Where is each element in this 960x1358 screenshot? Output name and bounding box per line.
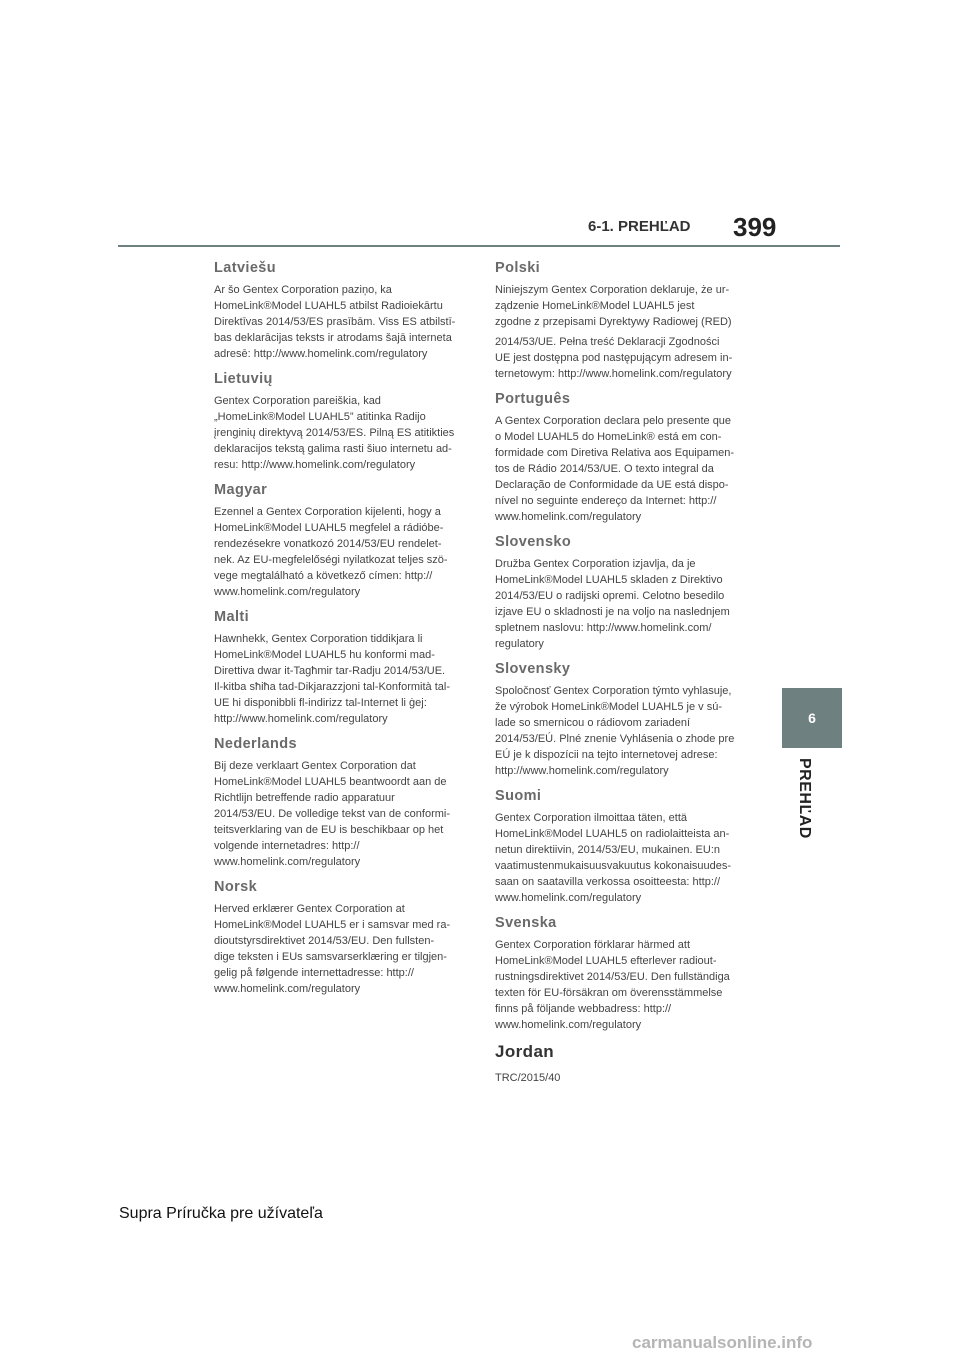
left-column [214,260,506,1006]
chapter-label: PREHĽAD [796,758,813,839]
language-section [495,1042,787,1086]
language-section [495,391,787,525]
section-text: A Gentex Corporation declara pelo presente que o Model LUAHL5 do HomeLink® está em con- formidade com Diretiva Relativa aos Equipamen- tos de Rádio 2014/53/UE. O texto integral da Declaração de Conformidade da UE está dispo- nível no seguinte endereço da Internet: http:// www.homelink.com/regulatory [495,415,735,523]
chapter-tab[interactable] [782,688,842,748]
section-heading: Jordan [495,1042,555,1061]
section-text: Ar šo Gentex Corporation paziņo, ka HomeLink®Model LUAHL5 atbilst Radioiekārtu Direktīvas 2014/53/ES prasībām. Viss ES atbilstī- bas deklarācijas teksts ir atrodams šajā interneta adresē: http://www.homelink.com/regulatory [214,284,456,360]
language-section [495,661,787,779]
section-heading: Svenska [495,915,557,931]
language-section [214,879,506,997]
section-text: Spoločnosť Gentex Corporation týmto vyhlasuje, že výrobok HomeLink®Model LUAHL5 je v sú- lade so smernicou o rádiovom zariadení 2014/53/EÚ. Plné znenie Vyhlásenia o zhode pre EÚ je k dispozícii na tejto internetovej adrese: http://www.homelink.com/regulatory [495,685,735,777]
section-heading: Polski [495,260,541,276]
section-text: 2014/53/UE. Pełna treść Deklaracji Zgodności UE jest dostępna pod następującym adresem in- ternetowym: http://www.homelink.com/regulatory [495,336,733,380]
header-divider [118,245,840,247]
section-heading: Slovensko [495,534,572,550]
section-text: Gentex Corporation pareiškia, kad „HomeLink®Model LUAHL5” atitinka Radijo įrenginių direktyvą 2014/53/ES. Pilną ES atitikties deklaracijos tekstą galima rasti šiuo internetu ad- resu: http://www.homelink.com/regulatory [214,395,455,471]
section-heading: Magyar [214,482,268,498]
watermark[interactable]: carmanualsonline.info [632,1333,813,1352]
section-text: Niniejszym Gentex Corporation deklaruje, że ur- ządzenie HomeLink®Model LUAHL5 jest zgodne z przepisami Dyrektywy Radiowej (RED) [495,284,732,328]
section-heading: Lietuvių [214,371,273,387]
section-text: Herved erklærer Gentex Corporation at HomeLink®Model LUAHL5 er i samsvar med ra- dioutstyrsdirektivet 2014/53/EU. Den fullsten- dige teksten i EUs samsvarserklæring er tilgjen- gelig på følgende internettadresse: http:// www.homelink.com/regulatory [214,903,451,995]
language-section [495,915,787,1033]
section-text: Družba Gentex Corporation izjavlja, da je HomeLink®Model LUAHL5 skladen z Direktivo 2014/53/EU o radijski opremi. Celotno besedilo izjave EU o skladnosti je na voljo na naslednjem spletnem naslovu: http://www.homelink.com/ regulatory [495,558,730,650]
section-heading: Suomi [495,788,542,804]
section-heading: Latviešu [214,260,277,276]
section-heading: Norsk [214,879,258,895]
section-text: Ezennel a Gentex Corporation kijelenti, hogy a HomeLink®Model LUAHL5 megfelel a rádióbe- rendezésekre vonatkozó 2014/53/EU rendelet- nek. Az EU-megfelelőségi nyilatkozat teljes szö- vege megtalálható a következő címen: http:// www.homelink.com/regulatory [214,506,448,598]
language-section [214,371,506,473]
language-section [214,482,506,600]
section-heading: Slovensky [495,661,571,677]
section-text: Gentex Corporation förklarar härmed att HomeLink®Model LUAHL5 efterlever radiout- rustningsdirektivet 2014/53/EU. Den fullständiga texten för EU-försäkran om överensstämmelse finns på följande webbadress: http:// www.homelink.com/regulatory [495,939,730,1031]
language-section [214,736,506,870]
chapter-number: 6 [808,710,816,726]
section-text: Hawnhekk, Gentex Corporation tiddikjara li HomeLink®Model LUAHL5 hu konformi mad- Direttiva dwar it-Tagħmir tar-Radju 2014/53/UE. Il-kitba sħiħa tad-Dikjarazzjoni tal-Konformità tal- UE hi disponibbli fl-indirizz tal-Internet li ġej: http://www.homelink.com/regulatory [214,633,450,725]
language-section [495,534,787,652]
section-heading: Nederlands [214,736,297,752]
section-text: Gentex Corporation ilmoittaa täten, että HomeLink®Model LUAHL5 on radiolaitteista an- netun direktiivin, 2014/53/EU, mukainen. EU:n vaatimustenmukaisuusvakuutus kokonaisuudes- saan on saatavilla verkossa osoitteesta: http:// www.homelink.com/regulatory [495,812,732,904]
language-section [214,260,506,362]
language-section [214,609,506,727]
section-title: 6-1. PREHĽAD [588,218,691,235]
section-heading: Português [495,391,571,407]
language-section [495,788,787,906]
section-text: Bij deze verklaart Gentex Corporation dat HomeLink®Model LUAHL5 beantwoordt aan de Richtlijn betreffende radio apparatuur 2014/53/EU. De volledige tekst van de conformi- teitsverklaring van de EU is beschikbaar op het volgende internetadres: http:// www.homelink.com/regulatory [214,760,451,868]
section-text: TRC/2015/40 [495,1072,561,1084]
manual-title: Supra Príručka pre užívateľa [119,1205,323,1222]
language-section [495,260,787,382]
section-heading: Malti [214,609,250,625]
page-number: 399 [733,212,777,242]
right-column [495,260,787,1095]
